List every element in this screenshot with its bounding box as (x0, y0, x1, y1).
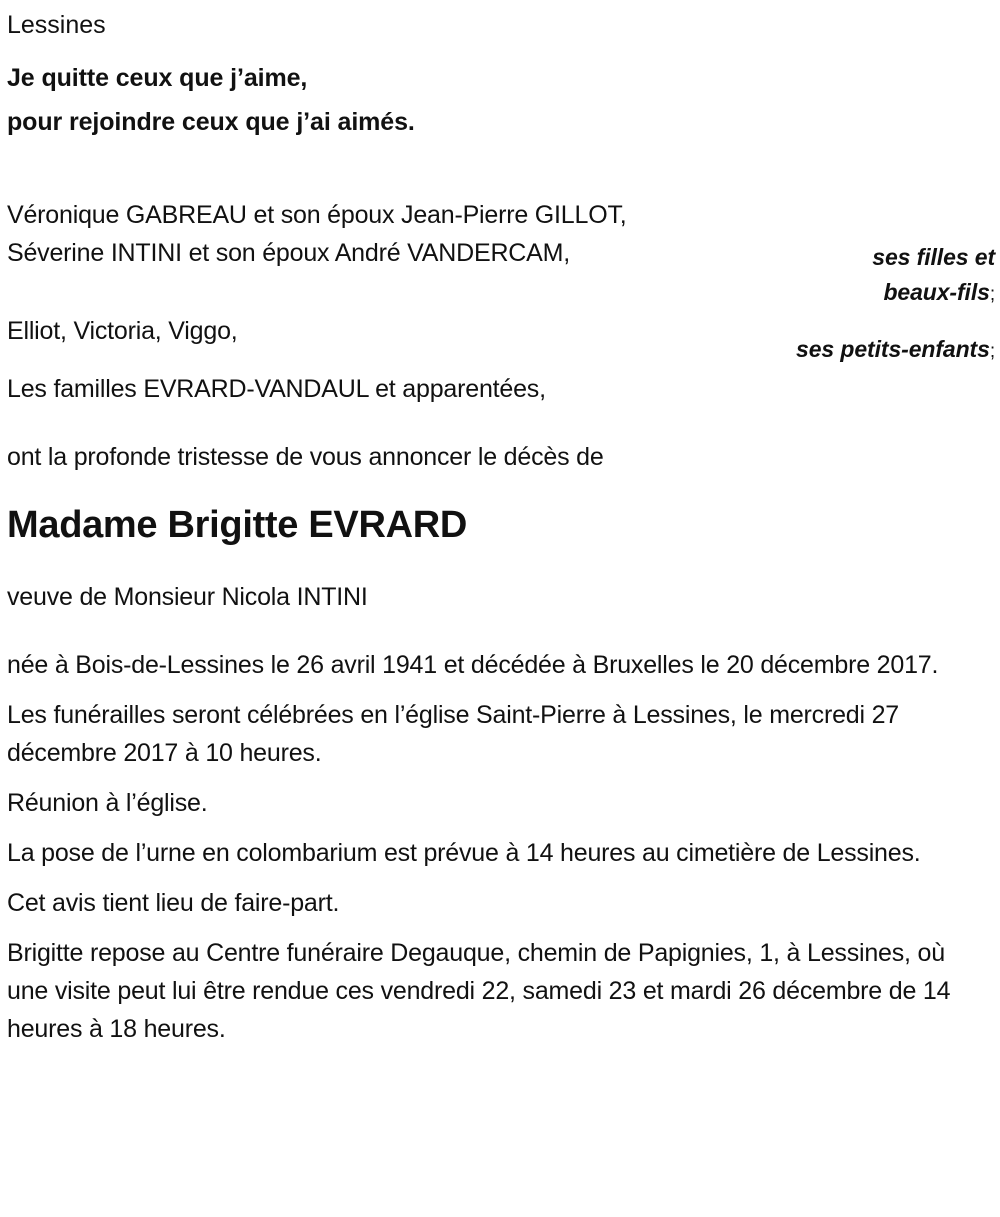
spacer (7, 616, 995, 646)
relation-line-2 (575, 275, 995, 312)
relation-text: ses petits-enfants (796, 336, 990, 362)
deceased-name: Madame Brigitte EVRARD (7, 504, 468, 546)
spacer (7, 476, 995, 496)
birth-death-paragraph: née à Bois-de-Lessines le 26 avril 1941 et décédée à Bruxelles le 20 décembre 2017. (7, 651, 939, 679)
relation-line-1 (575, 332, 995, 369)
relation-terminator: ; (989, 284, 995, 305)
spacer (7, 166, 995, 196)
epitaph-block (7, 56, 995, 144)
announcement-line: ont la profonde tristesse de vous annoncer le décès de (7, 443, 604, 471)
survivor-name-line: Véronique GABREAU et son époux Jean-Pierre GILLOT, (7, 201, 627, 229)
spacer (7, 548, 995, 578)
survivor-name-line: Elliot, Victoria, Viggo, (7, 317, 238, 345)
funeral-paragraph: Les funérailles seront célébrées en l’église Saint-Pierre à Lessines, le mercredi 27 décembre 2017 à 10 heures. (7, 701, 900, 767)
epitaph-line-2: pour rejoindre ceux que j’ai aimés. (7, 108, 415, 136)
visitation-paragraph: Brigitte repose au Centre funéraire Degauque, chemin de Papignies, 1, à Lessines, où une visite peut lui être rendue ces vendredi 22, samedi 23 et mardi 26 décembre de 14 heures à 18 heures. (7, 939, 951, 1043)
relation-terminator: ; (989, 341, 995, 362)
relation-line-1: ses filles et (872, 244, 995, 270)
survivor-name-line: Séverine INTINI et son époux André VANDERCAM, (7, 239, 570, 267)
survivor-group-grandchildren (7, 312, 995, 362)
epitaph-line-1: Je quitte ceux que j’aime, (7, 64, 308, 92)
place-name: Lessines (7, 11, 106, 39)
relation-label-grandchildren (575, 332, 995, 369)
notice-clause-paragraph: Cet avis tient lieu de faire-part. (7, 889, 340, 917)
survivor-group-daughters (7, 196, 995, 305)
relation-text: beaux-fils (883, 279, 990, 305)
gathering-paragraph: Réunion à l’église. (7, 789, 208, 817)
relation-label-daughters (575, 240, 995, 312)
spacer (7, 408, 995, 438)
urn-paragraph: La pose de l’urne en colombarium est prévue à 14 heures au cimetière de Lessines. (7, 839, 921, 867)
widow-line: veuve de Monsieur Nicola INTINI (7, 583, 368, 611)
families-line: Les familles EVRARD-VANDAUL et apparentées, (7, 375, 546, 403)
